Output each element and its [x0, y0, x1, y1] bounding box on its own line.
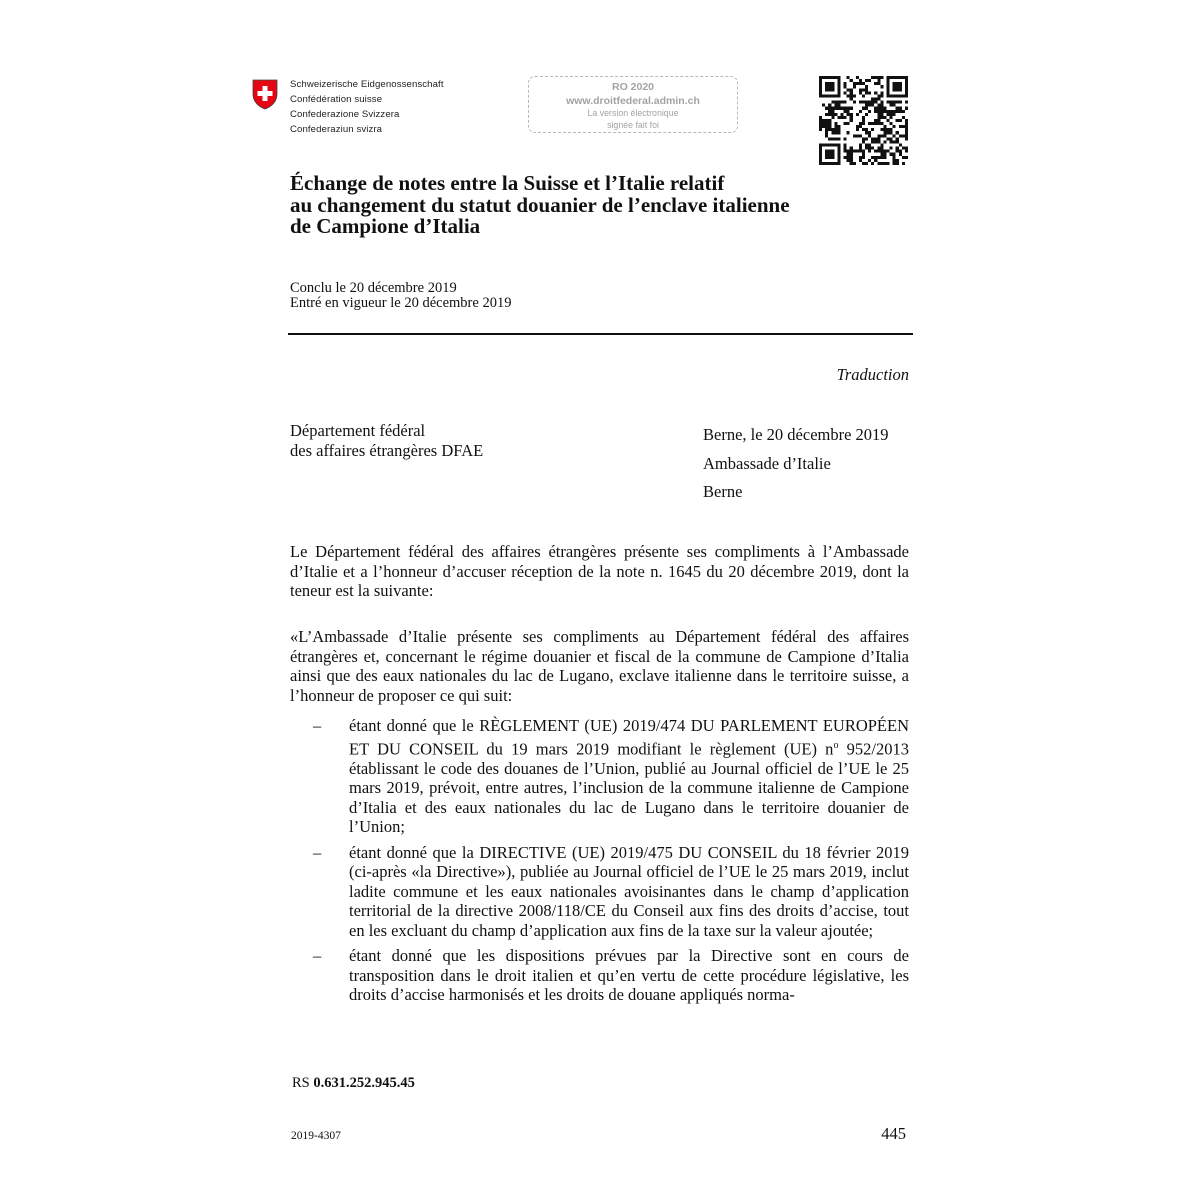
bullet-dash: – — [313, 842, 322, 862]
confederation-it: Confederazione Svizzera — [290, 109, 400, 120]
title-line-2: au changement du statut douanier de l’enclave italienne — [290, 192, 790, 217]
confederation-rm: Confederaziun svizra — [290, 124, 383, 135]
list-item-text: étant donné que la DIRECTIVE (UE) 2019/475 DU CONSEIL du 18 février 2019 (ci-après «la Directive»), publiée au Journal officiel de l’UE le 25 mars 2019, inclut ladite commune et les eaux nationales avoisinantes dans le champ d’application territorial de la directive 2008/118/CE du Conseil aux fins des droits d’accise, tout en les excluant du champ d’application aux fins de la taxe sur la valeur ajoutée; — [349, 842, 909, 940]
in-force-date: Entré en vigueur le 20 décembre 2019 — [290, 295, 512, 311]
list-item-text-part: 952/2013 établissant le code des douanes de l’Union, publié au Journal officiel de l’UE le 25 mars 2019, prévoit, entre autres, l’inclusion de la commune italienne de Campione d’Italia et des eaux nationales du lac de Lugano dans le territoire douanier de l’Union; — [349, 739, 909, 836]
place-date: Berne, le 20 décembre 2019 — [703, 425, 889, 444]
document-id: 2019-4307 — [291, 1130, 341, 1142]
confederation-fr: Confédération suisse — [290, 94, 383, 105]
qr-code-icon — [819, 76, 908, 165]
rs-prefix: RS — [292, 1075, 314, 1091]
horizontal-rule — [288, 333, 913, 335]
title-line-1: Échange de notes entre la Suisse et l’Italie relatif — [290, 171, 725, 195]
page-number: 445 — [881, 1124, 906, 1143]
recipient-address — [703, 421, 889, 507]
superscript-o: o — [833, 739, 839, 751]
confederation-names — [290, 77, 444, 137]
concluded-date: Conclu le 20 décembre 2019 — [290, 280, 457, 296]
stamp-ro: RO 2020 — [611, 81, 655, 93]
confederation-de: Schweizerische Eidgenossenschaft — [290, 79, 444, 90]
list-item — [290, 716, 909, 837]
sender-line-1: Département fédéral — [290, 421, 426, 440]
stamp-url: www.droitfederal.admin.ch — [566, 95, 700, 107]
swiss-cross-icon — [252, 79, 278, 110]
bullet-dash: – — [313, 946, 322, 965]
list-item-text-part: étant donné que le RÈGLEMENT (UE) 2019/474 DU PARLEMENT EUROPÉEN ET DU CONSEIL du 19 mars 2019 modifiant le règlement (UE) n — [349, 716, 909, 758]
intro-paragraph: Le Département fédéral des affaires étrangères présente ses compliments à l’Ambassade d’Italie et a l’honneur d’accuser réception de la note n. 1645 du 20 décembre 2019, dont la teneur est la suivante: — [290, 542, 909, 600]
rs-reference — [292, 1075, 415, 1092]
stamp-note-1: La version électronique — [587, 108, 679, 118]
list-item-text: étant donné que les dispositions prévues par la Directive sont en cours de transposition dans le droit italien et qu’en vertu de cette procédure législative, les droits d’accise harmonisés et les droits de douane appliqués norma- — [349, 946, 909, 1004]
sender-address — [290, 421, 483, 460]
list-item — [290, 946, 909, 1005]
title-line-3: de Campione d’Italia — [290, 214, 481, 238]
rs-number: 0.631.252.945.45 — [313, 1075, 415, 1091]
list-item — [290, 843, 909, 941]
bullet-dash: – — [313, 716, 322, 735]
stamp-note-2: signée fait foi — [607, 119, 659, 130]
ro-stamp — [528, 76, 738, 133]
document-title — [290, 173, 910, 238]
recipient-city: Berne — [703, 482, 743, 501]
conclusion-dates — [290, 281, 511, 311]
sender-line-2: des affaires étrangères DFAE — [290, 440, 484, 460]
recipient-name: Ambassade d’Italie — [703, 453, 831, 473]
considerations-list — [290, 716, 909, 1011]
translation-label: Traduction — [836, 365, 909, 384]
quoted-note-paragraph: «L’Ambassade d’Italie présente ses compliments au Département fédéral des affaires étrangères et, concernant le régime douanier et fiscal de la commune de Campione d’Italia ainsi que des eaux nationales du lac de Lugano, exclave italienne dans le territoire suisse, a l’honneur de proposer ce qui suit: — [290, 627, 909, 705]
